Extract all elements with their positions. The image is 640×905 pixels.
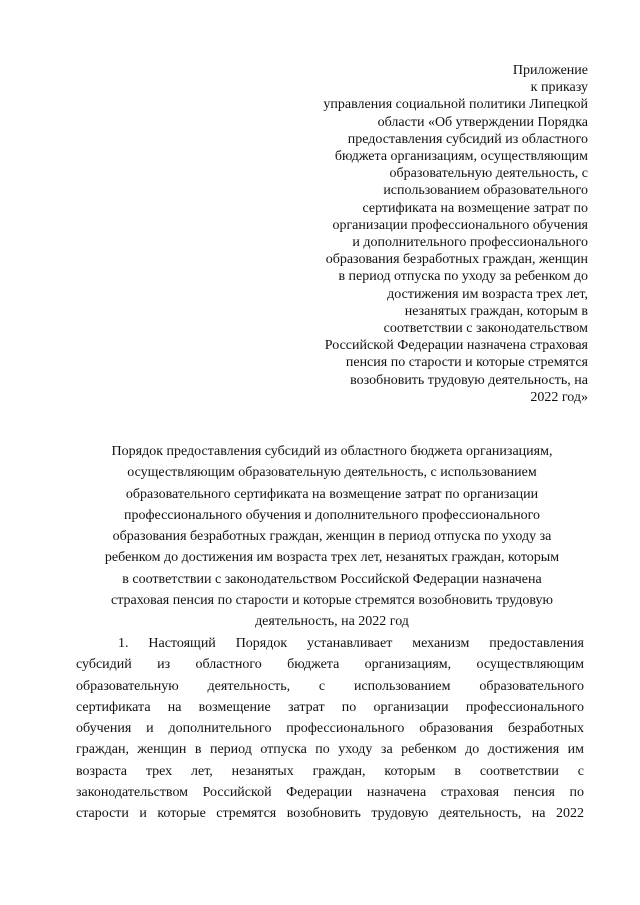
annex-line: образовательную деятельность, с: [389, 166, 588, 182]
body-line: старости и которые стремятся возобновить трудовую деятельность, на 2022: [76, 806, 584, 822]
annex-line: управления социальной политики Липецкой: [323, 97, 588, 113]
title-line: образовательного сертификата на возмещение затрат по организации: [125, 486, 539, 502]
annex-line: и дополнительного профессионального: [352, 235, 588, 251]
annex-line: области «Об утверждении Порядка: [377, 114, 588, 130]
annex-line: бюджета организациям, осуществляющим: [334, 149, 588, 165]
title-line: страховая пенсия по старости и которые стремятся возобновить трудовую: [110, 593, 554, 609]
annex-line: организации профессионального обучения: [332, 217, 588, 233]
body-line: законодательством Российской Федерации назначена страховая пенсия по: [76, 785, 584, 801]
title-line: образования безработных граждан, женщин в период отпуска по уходу за: [112, 529, 552, 545]
annex-header: [288, 62, 588, 406]
title-line: ребенком до достижения им возраста трех лет, незанятых граждан, которым: [104, 550, 560, 566]
annex-line: возобновить трудовую деятельность, на: [350, 372, 588, 388]
body-line: 1. Настоящий Порядок устанавливает механизм предоставления: [118, 636, 584, 651]
annex-line: предоставления субсидий из областного: [347, 131, 588, 147]
title-line: профессионального обучения и дополнительного профессионального: [123, 507, 540, 523]
annex-line: достижения им возраста трех лет,: [387, 286, 588, 302]
annex-line: пенсия по старости и которые стремятся: [345, 355, 588, 371]
annex-line: 2022 год»: [530, 389, 588, 405]
paragraph-1: [76, 633, 584, 825]
annex-line: соответствии с законодательством: [383, 321, 588, 337]
title-line: Порядок предоставления субсидий из областного бюджета организациям,: [111, 444, 553, 459]
document-title: [70, 441, 594, 633]
annex-line: незанятых граждан, которым в: [404, 303, 588, 319]
annex-line: к приказу: [530, 80, 588, 96]
annex-line: Приложение: [512, 63, 588, 78]
annex-line: сертификата на возмещение затрат по: [362, 200, 588, 216]
body-line: образовательную деятельность, с использованием образовательного: [76, 678, 584, 694]
body-line: граждан, женщин в период отпуска по уходу за ребенком до достижения им: [76, 742, 584, 758]
annex-line: использованием образовательного: [383, 183, 588, 199]
title-line: деятельность, на 2022 год: [255, 614, 409, 630]
annex-line: в период отпуска по уходу за ребенком до: [338, 269, 588, 285]
body-line: сертификата на возмещение затрат по организации профессионального: [76, 699, 584, 715]
body-line: субсидий из областного бюджета организациям, осуществляющим: [76, 657, 584, 673]
body-line: обучения и дополнительного профессионального образования безработных: [76, 721, 584, 737]
body-line: возраста трех лет, незанятых граждан, которым в соответствии с: [76, 763, 584, 779]
annex-line: образования безработных граждан, женщин: [325, 252, 588, 268]
title-line: осуществляющим образовательную деятельность, с использованием: [127, 465, 537, 481]
annex-line: Российской Федерации назначена страховая: [324, 338, 588, 354]
title-line: в соответствии с законодательством Российской Федерации назначена: [122, 571, 542, 587]
